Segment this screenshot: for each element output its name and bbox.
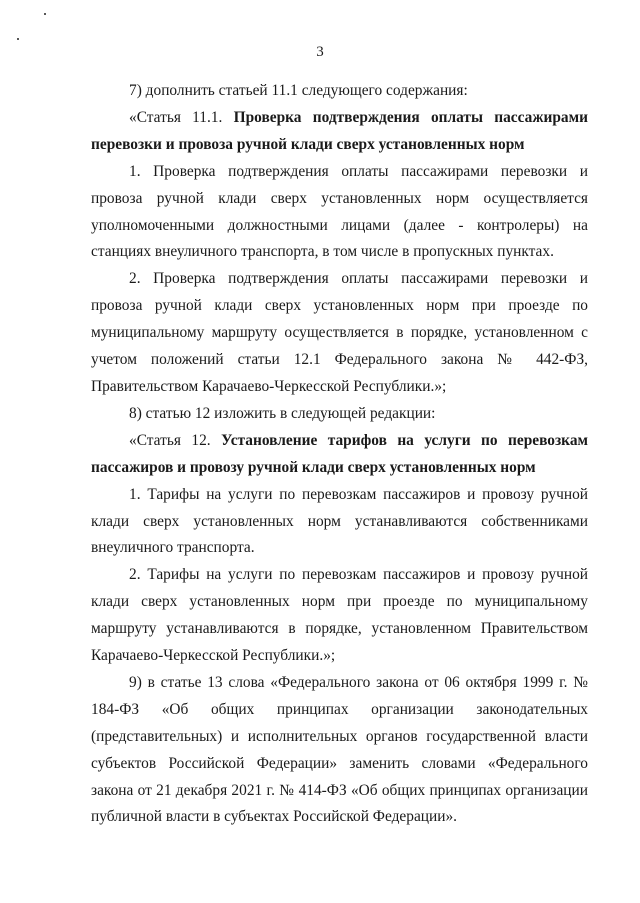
article-12-heading — [91, 428, 588, 482]
scan-speck — [44, 13, 46, 15]
article-11-1-label: «Статья 11.1. — [129, 108, 223, 126]
article-12-label: «Статья 12. — [129, 431, 211, 449]
article-11-1-heading — [91, 105, 588, 159]
paragraph-7: 7) дополнить статьей 11.1 следующего содержания: — [129, 82, 468, 99]
paragraph-8: 8) статью 12 изложить в следующей редакции: — [129, 404, 436, 422]
scan-speck — [17, 38, 19, 40]
article-12-part-2: 2. Тарифы на услуги по перевозкам пассажиров и провозу ручной клади сверх установленных норм при проезде по муниципальному маршруту устанавливаются в порядке, установленном Правительством Карачаево-Черкесской Республики.»; — [91, 566, 588, 665]
article-11-1-part-1: 1. Проверка подтверждения оплаты пассажирами перевозки и провоза ручной клади сверх установленных норм осуществляется уполномоченными должностными лицами (далее - контролеры) на станциях внеуличного транспорта, в том числе в пропускных пунктах. — [91, 162, 588, 261]
article-11-1-title: Проверка подтверждения оплаты пассажирами перевозки и провоза ручной клади сверх установленных норм — [91, 108, 588, 153]
document-body — [91, 78, 588, 831]
paragraph-9: 9) в статье 13 слова «Федерального закона от 06 октября 1999 г. № 184-ФЗ «Об общих принципах организации законодательных (представительных) и исполнительных органов государственной власти субъектов Российской Федерации» заменить словами «Федерального закона от 21 декабря 2021 г. № 414-ФЗ «Об общих принципах организации публичной власти в субъектах Российской Федерации». — [91, 673, 588, 826]
page-number: 3 — [316, 44, 324, 60]
article-12-title: Установление тарифов на услуги по перевозкам пассажиров и провозу ручной клади сверх установленных норм — [91, 431, 588, 476]
article-11-1-part-2: 2. Проверка подтверждения оплаты пассажирами перевозки и провоза ручной клади сверх установленных норм при проезде по муниципальному маршруту осуществляется в порядке, установленном с учетом положений статьи 12.1 Федерального закона № 442-ФЗ, Правительством Карачаево-Черкесской Республики.»; — [91, 270, 588, 395]
article-12-part-1: 1. Тарифы на услуги по перевозкам пассажиров и провозу ручной клади сверх установленных норм устанавливаются собственниками внеуличного транспорта. — [91, 485, 588, 557]
